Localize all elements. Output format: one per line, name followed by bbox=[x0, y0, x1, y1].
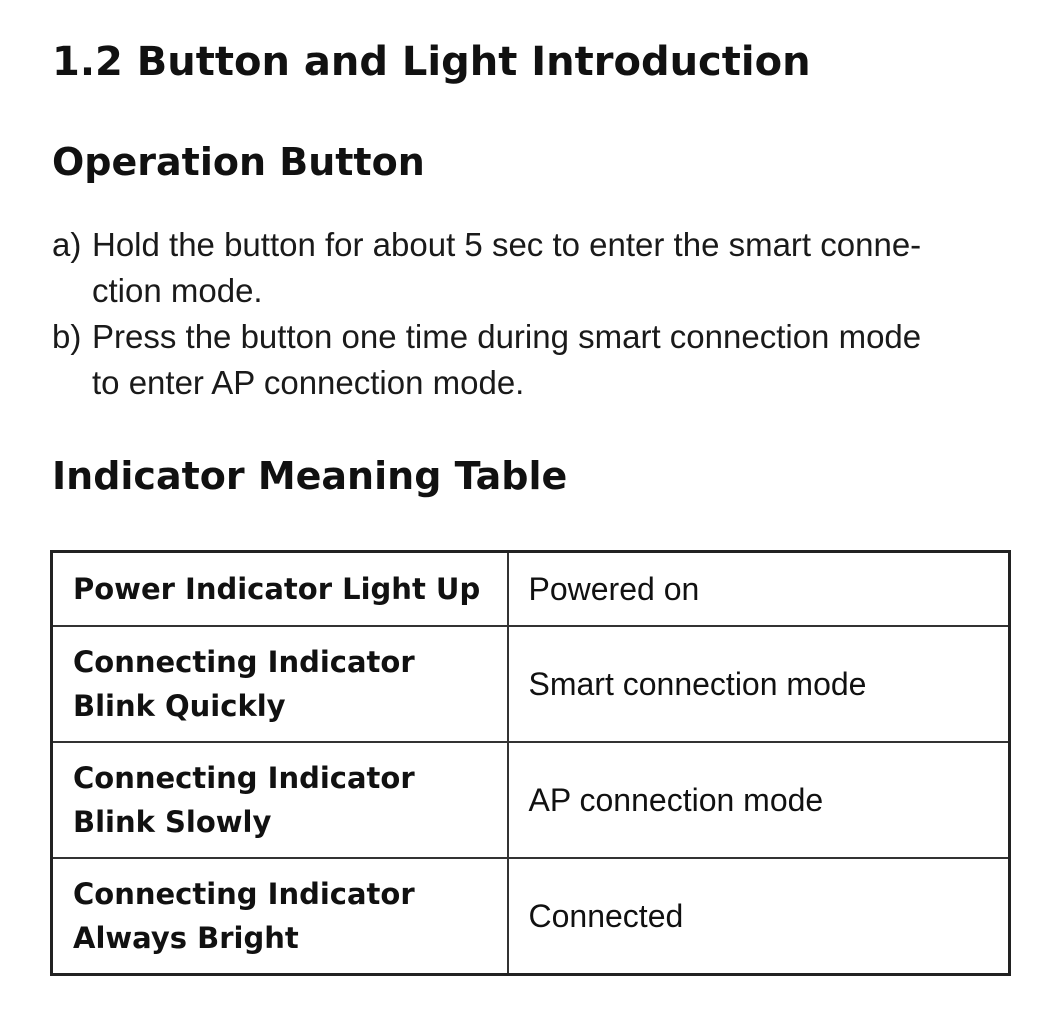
indicator-cell bbox=[52, 552, 508, 627]
indicator-label-line-1: Connecting Indicator bbox=[73, 877, 415, 911]
indicator-meaning-table bbox=[50, 550, 1011, 976]
table-row-ap-connection bbox=[52, 742, 1010, 858]
table-row-smart-connection bbox=[52, 626, 1010, 742]
meaning-cell: AP connection mode bbox=[508, 742, 1010, 858]
indicator-label-line-1: Connecting Indicator bbox=[73, 645, 415, 679]
indicator-label: Power Indicator Light Up bbox=[73, 572, 481, 606]
instruction-text-a bbox=[92, 222, 1002, 314]
indicator-cell bbox=[52, 626, 508, 742]
instruction-text-b bbox=[92, 314, 1002, 406]
instruction-marker-b: b) bbox=[52, 318, 82, 355]
indicator-cell bbox=[52, 858, 508, 975]
instruction-item-b bbox=[52, 314, 1002, 406]
page-title: 1.2 Button and Light Introduction bbox=[52, 39, 811, 85]
instruction-a-line-2: ction mode. bbox=[92, 272, 263, 309]
indicator-label-line-2: Blink Quickly bbox=[73, 689, 286, 723]
indicator-label-line-1: Connecting Indicator bbox=[73, 761, 415, 795]
indicator-label-line-2: Blink Slowly bbox=[73, 805, 272, 839]
meaning-cell: Powered on bbox=[508, 552, 1010, 627]
instruction-a-line-1: Hold the button for about 5 sec to enter the smart conne- bbox=[92, 226, 922, 263]
indicator-label-line-2: Always Bright bbox=[73, 921, 299, 955]
instruction-b-line-1: Press the button one time during smart connection mode bbox=[92, 318, 922, 355]
instruction-marker-a: a) bbox=[52, 226, 82, 263]
meaning-cell: Connected bbox=[508, 858, 1010, 975]
operation-button-heading: Operation Button bbox=[52, 140, 425, 184]
table-row-power-on bbox=[52, 552, 1010, 627]
operation-instructions bbox=[52, 222, 1002, 406]
indicator-meaning-heading: Indicator Meaning Table bbox=[52, 454, 568, 498]
instruction-b-line-2: to enter AP connection mode. bbox=[92, 364, 525, 401]
instruction-item-a bbox=[52, 222, 1002, 314]
indicator-cell bbox=[52, 742, 508, 858]
table-row-connected bbox=[52, 858, 1010, 975]
meaning-cell: Smart connection mode bbox=[508, 626, 1010, 742]
